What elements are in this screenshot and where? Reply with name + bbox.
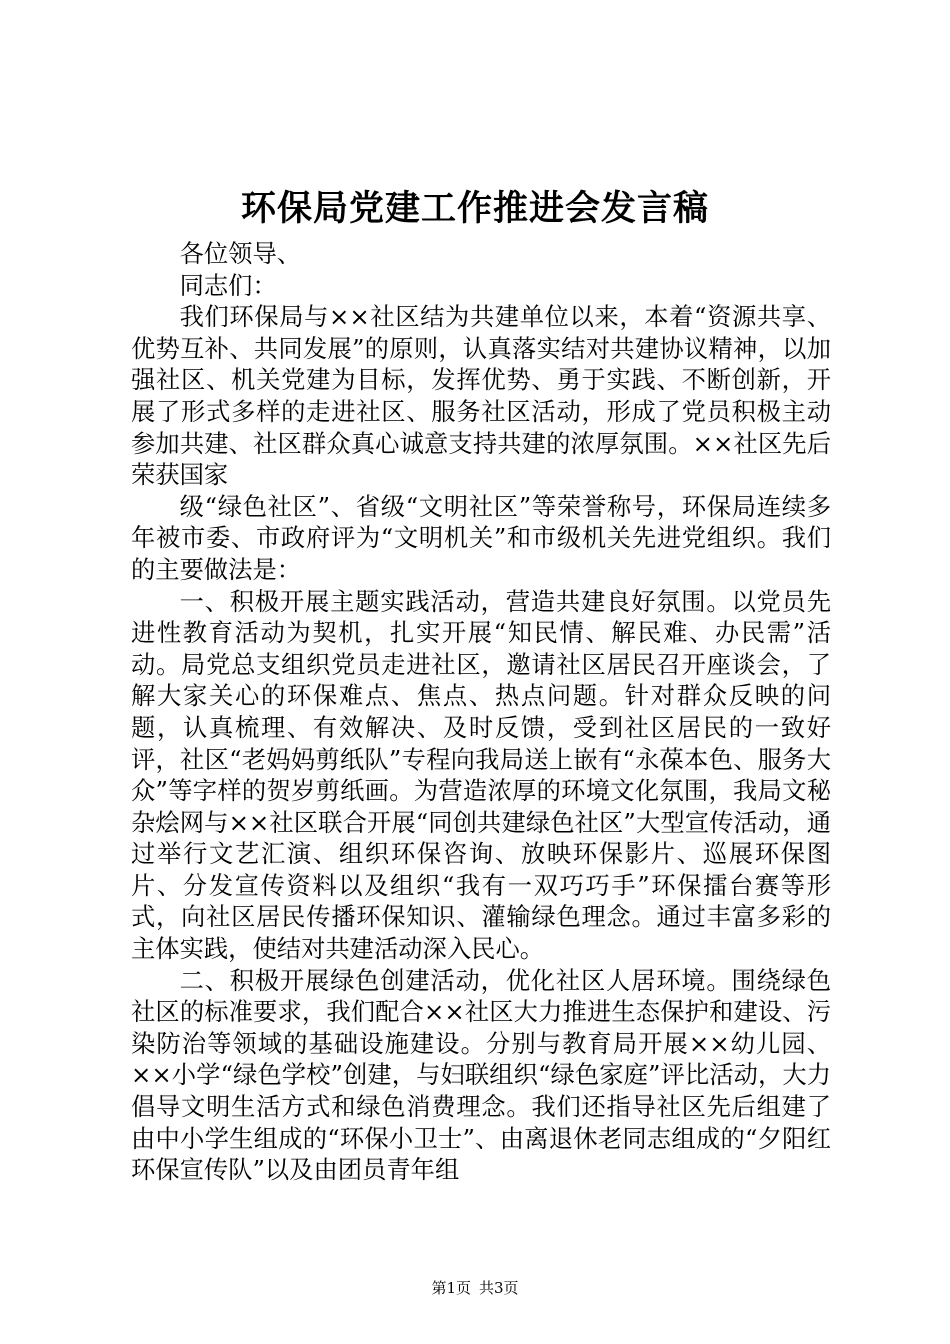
body-paragraph: 级“绿色社区”、省级“文明社区”等荣誉称号，环保局连续多年被市委、市政府评为“文明机关”和市级机关先进党组织。我们的主要做法是： [131,491,831,584]
body-paragraph: 一、积极开展主题实践活动，营造共建良好氛围。以党员先进性教育活动为契机，扎实开展“知民情、解民难、办民需”活动。局党总支组织党员走进社区，邀请社区居民召开座谈会，了解大家关心的环保难点、焦点、热点问题。针对群众反映的问题，认真梳理、有效解决、及时反馈，受到社区居民的一致好评，社区“老妈妈剪纸队”专程向我局送上嵌有“永葆本色、服务大众”等字样的贺岁剪纸画。为营造浓厚的环境文化氛围，我局文秘杂烩网与××社区联合开展“同创共建绿色社区”大型宣传活动，通过举行文艺汇演、组织环保咨询、放映环保影片、巡展环保图片、分发宣传资料以及组织“我有一双巧巧手”环保擂台赛等形式，向社区居民传播环保知识、灌输绿色理念。通过丰富多彩的主体实践，使结对共建活动深入民心。 [131,586,831,964]
body-paragraph: 二、积极开展绿色创建活动，优化社区人居环境。围绕绿色社区的标准要求，我们配合××社区大力推进生态保护和建设、污染防治等领域的基础设施建设。分别与教育局开展××幼儿园、××小学“绿色学校”创建，与妇联组织“绿色家庭”评比活动，大力倡导文明生活方式和绿色消费理念。我们还指导社区先后组建了由中小学生组成的“环保小卫士”、由离退休老同志组成的“夕阳红环保宣传队”以及由团员青年组 [131,965,831,1185]
salutation-line-2: 同志们： [179,270,277,300]
salutation-line-1: 各位领导、 [179,239,302,268]
document-body [131,238,831,1186]
body-paragraph: 我们环保局与××社区结为共建单位以来，本着“资源共享、优势互补、共同发展”的原则，认真落实结对共建协议精神，以加强社区、机关党建为目标，发挥优势、勇于实践、不断创新，开展了形式多样的走进社区、服务社区活动，形成了党员积极主动参加共建、社区群众真心诚意支持共建的浓厚氛围。××社区先后荣获国家 [131,302,831,490]
page-footer [0,1278,950,1298]
page-number: 第1页 [431,1279,471,1297]
page-total: 共3页 [479,1279,519,1297]
document-title: 环保局党建工作推进会发言稿 [240,188,709,229]
